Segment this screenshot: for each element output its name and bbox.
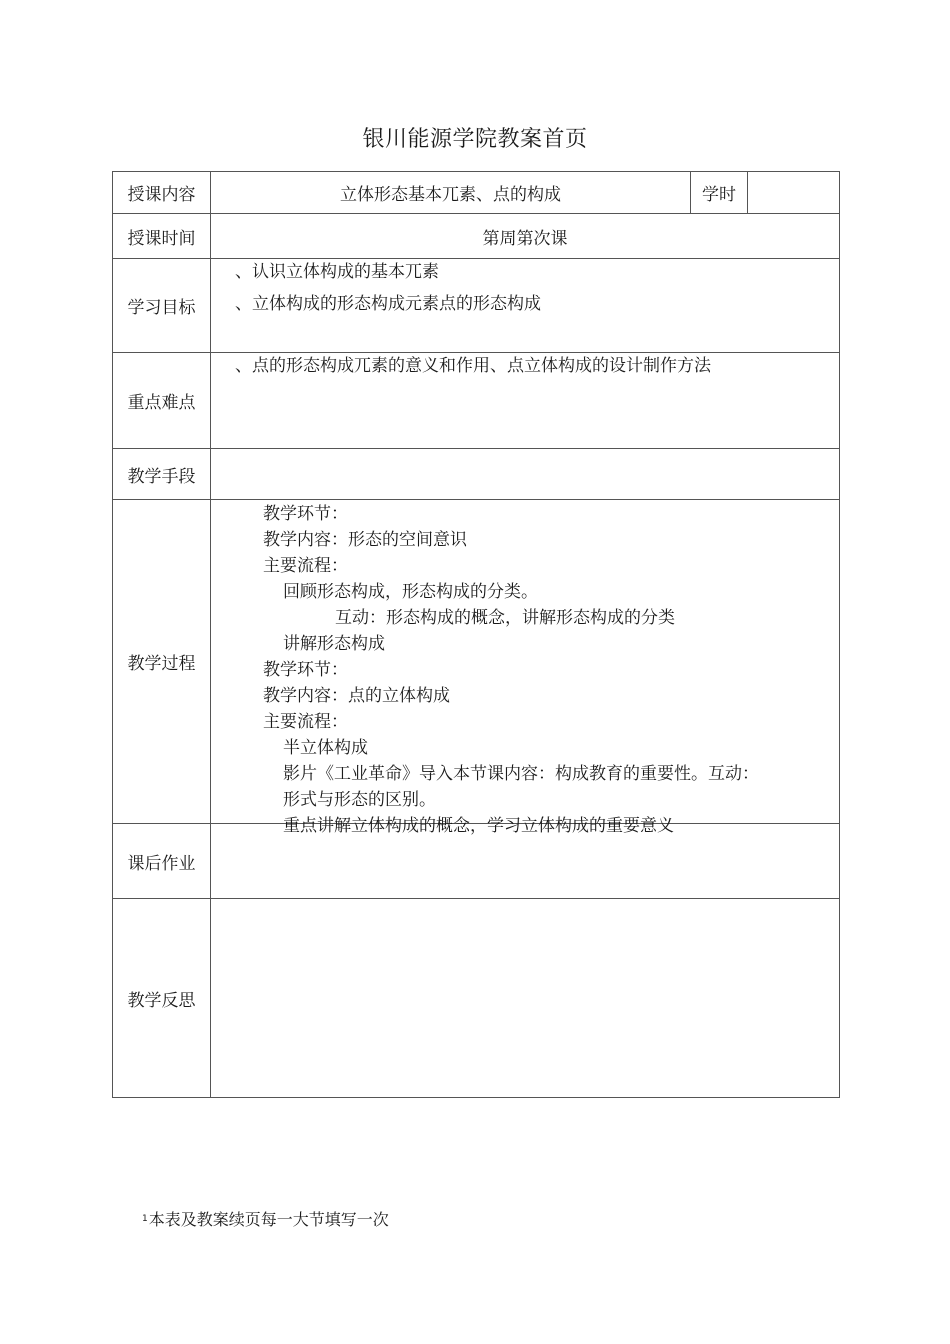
- hours-value: [748, 172, 840, 214]
- keypoints-cell: [211, 353, 840, 449]
- footnote: [142, 1207, 389, 1230]
- process-cell: [211, 500, 840, 836]
- process-line: 影片《工业革命》导入本节课内容：构成教育的重要性。互动：: [283, 764, 759, 784]
- time-label: 授课时间: [113, 214, 211, 259]
- time-value: 第周第次课: [211, 214, 840, 259]
- process-line: 讲解形态构成: [283, 634, 385, 654]
- goals-cell: [211, 259, 840, 353]
- homework-label: 课后作业: [113, 824, 211, 899]
- row-time: [113, 214, 840, 259]
- hours-label: 学时: [691, 172, 748, 214]
- process-line: 教学内容：形态的空间意识: [263, 530, 467, 550]
- goal-item: 、认识立体构成的基本兀素: [235, 262, 439, 282]
- keypoints-label: 重点难点: [113, 353, 211, 449]
- topic-label: 授课内容: [113, 172, 211, 214]
- footnote-text: 本表及教案续页每一大节填写一次: [148, 1210, 389, 1229]
- process-line: 重点讲解立体构成的概念，学习立体构成的重要意义: [283, 816, 674, 836]
- row-goals: [113, 259, 840, 353]
- methods-value: [211, 449, 840, 500]
- reflection-label: 教学反思: [113, 899, 211, 1098]
- process-line: 教学环节：: [263, 660, 348, 680]
- page-title: 银川能源学院教案首页: [362, 127, 588, 152]
- methods-label: 教学手段: [113, 449, 211, 500]
- footnote-mark: 1: [142, 1214, 148, 1224]
- process-line: 互动：形态构成的概念，讲解形态构成的分类: [335, 608, 675, 628]
- goals-label: 学习目标: [113, 259, 211, 353]
- row-reflection: [113, 899, 840, 1098]
- row-keypoints: [113, 353, 840, 449]
- reflection-value: [211, 899, 840, 1098]
- row-methods: [113, 449, 840, 500]
- process-line: 主要流程：: [263, 556, 348, 576]
- process-line: 回顾形态构成，形态构成的分类。: [283, 582, 538, 602]
- process-line: 教学内容：点的立体构成: [263, 686, 450, 706]
- process-line: 教学环节：: [263, 504, 348, 524]
- lesson-plan-table: [112, 171, 840, 1098]
- topic-value: 立体形态基本兀素、点的构成: [211, 172, 691, 214]
- row-topic: [113, 172, 840, 214]
- process-line: 半立体构成: [283, 738, 368, 758]
- goal-item: 、立体构成的形态构成元素点的形态构成: [235, 294, 541, 314]
- row-process: [113, 500, 840, 824]
- keypoint-item: 、点的形态构成兀素的意义和作用、点立体构成的设计制作方法: [235, 356, 711, 376]
- process-label: 教学过程: [113, 500, 211, 824]
- process-line: 主要流程：: [263, 712, 348, 732]
- process-line: 形式与形态的区别。: [283, 790, 436, 810]
